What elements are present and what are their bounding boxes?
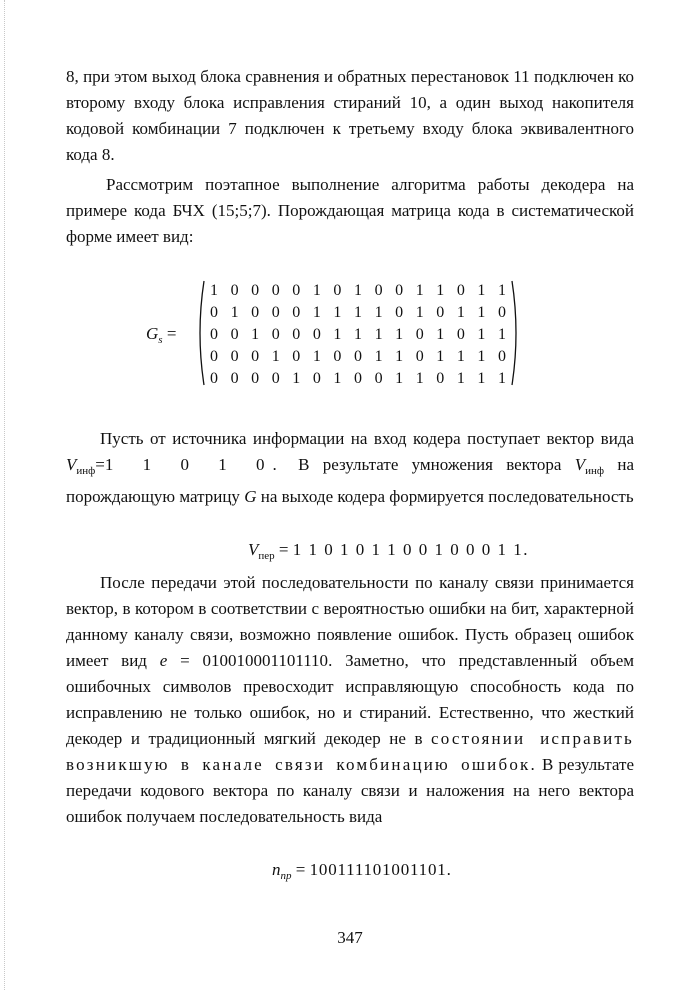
v-per-formula: $V_{пер} = 1$ 1 0 1 0 1 1 0 0 1 0 0 0 1 1.: [248, 540, 530, 562]
n-pr-subscript: пр: [280, 870, 292, 882]
page-number: 347: [337, 928, 363, 947]
paragraph-3-text-2: В результате умножения вектора: [284, 455, 575, 474]
paragraph-3-text-1: Пусть от источника информации на вход кодера поступает вектор вида: [100, 429, 634, 448]
v-inf-symbol: V: [66, 455, 77, 474]
generator-matrix: [146, 278, 526, 388]
paragraph-3-text-4: на выходе кодера формируется последовательность: [256, 487, 634, 506]
g-symbol: G: [244, 487, 257, 506]
matrix-symbol: G: [146, 324, 159, 343]
paragraph-5-text-4: В результате передачи кодового вектора по каналу связи и наложения на него вектора ошибок получаем последовательность вида: [66, 755, 634, 826]
n-pr-value: 100111101001101.: [309, 860, 452, 879]
left-bracket: [200, 281, 204, 385]
right-bracket: [512, 281, 516, 385]
v-inf-subscript: инф: [76, 465, 96, 477]
v-per-symbol: V: [248, 540, 259, 559]
v-inf-symbol-2: V: [574, 455, 586, 474]
error-pattern-value: 010010001101110: [202, 651, 329, 670]
paragraph-3: Пусть от источника информации на вход кодера поступает вектор вида $V_{инф}=1$ 1 0 1 0. В результате умножения вектора $V_{инф}$ на порождающую матрицу G на выходе кодера формируется последовательность: [66, 429, 634, 506]
e-symbol: e: [159, 651, 168, 670]
matrix-body: [194, 278, 524, 388]
matrix-row-2: 0 1 0 0 0 1 1 1 1 0 1 0 1 1 0: [210, 304, 506, 321]
paragraph-3-text-3: на порождающую матрицу: [66, 455, 634, 506]
page-edge-dotted-line: [4, 0, 5, 990]
matrix-subscript: s: [158, 334, 163, 346]
paragraph-5-text-1: После передачи этой последовательности по каналу связи принимается вектор, в котором в соответствии с вероятностью ошибки на бит, характерной данному каналу связи, возможно появление ошибок. Пусть образец ошибок имеет вид: [66, 573, 634, 670]
paragraph-5: После передачи этой последовательности по каналу связи принимается вектор, в котором в соответствии с вероятностью ошибки на бит, характерной данному каналу связи, возможно появление ошибок. Пусть образец ошибок имеет вид e = 010010001101110. Заметно, что представленный объем ошибочных символов превосходит исправляющую способность кода по исправлению не только ошибок, но и стираний. Естественно, что жесткий декодер и традиционный мягкий декодер не в состоянии исправить возникшую в канале связи комбинацию ошибок. В результате передачи кодового вектора по каналу связи и наложения на него вектора ошибок получаем последовательность вида: [66, 573, 635, 826]
paragraph-5-text-3: состоянии исправить возникшую в канале связи комбинацию ошибок.: [66, 729, 634, 774]
matrix-row-5: 0 0 0 0 1 0 1 0 0 1 1 0 1 1 1: [210, 370, 506, 387]
matrix-label: $G_s$ =: [146, 324, 177, 346]
matrix-row-3: 0 0 1 0 0 0 1 1 1 1 0 1 0 1 1: [210, 326, 506, 343]
matrix-row-4: 0 0 0 1 0 1 0 0 1 1 0 1 1 1 0: [210, 348, 506, 365]
paragraph-1: 8, при этом выход блока сравнения и обратных перестановок 11 подключен ко второму входу блока исправления стираний 10, а один выход накопителя кодовой комбинации 7 подключен к третьему входу блока эквивалентного кода 8.: [66, 67, 634, 164]
v-per-subscript: пер: [258, 550, 275, 562]
n-pr-formula: $n_{пр} = 100111101001101$.: [272, 860, 452, 882]
v-inf-subscript-2: инф: [585, 465, 605, 477]
paragraph-2: Рассмотрим поэтапное выполнение алгоритма работы декодера на примере кода БЧХ (15;5;7). Порождающая матрица кода в систематической форме имеет вид:: [66, 175, 634, 246]
v-inf-value: 1 1 0 1 0.: [104, 455, 285, 474]
v-per-value: 1 1 0 1 0 1 1 0 0 1 0 0 0 1 1.: [292, 540, 530, 559]
paragraph-5-text-2: . Заметно, что представленный объем ошибочных символов превосходит исправляющую способность кода по исправлению не только ошибок, но и стираний. Естественно, что жесткий декодер и традиционный мягкий декодер не в: [66, 651, 635, 748]
n-pr-symbol: n: [272, 860, 281, 879]
matrix-row-1: 1 0 0 0 0 1 0 1 0 0 1 1 0 1 1: [210, 282, 506, 299]
